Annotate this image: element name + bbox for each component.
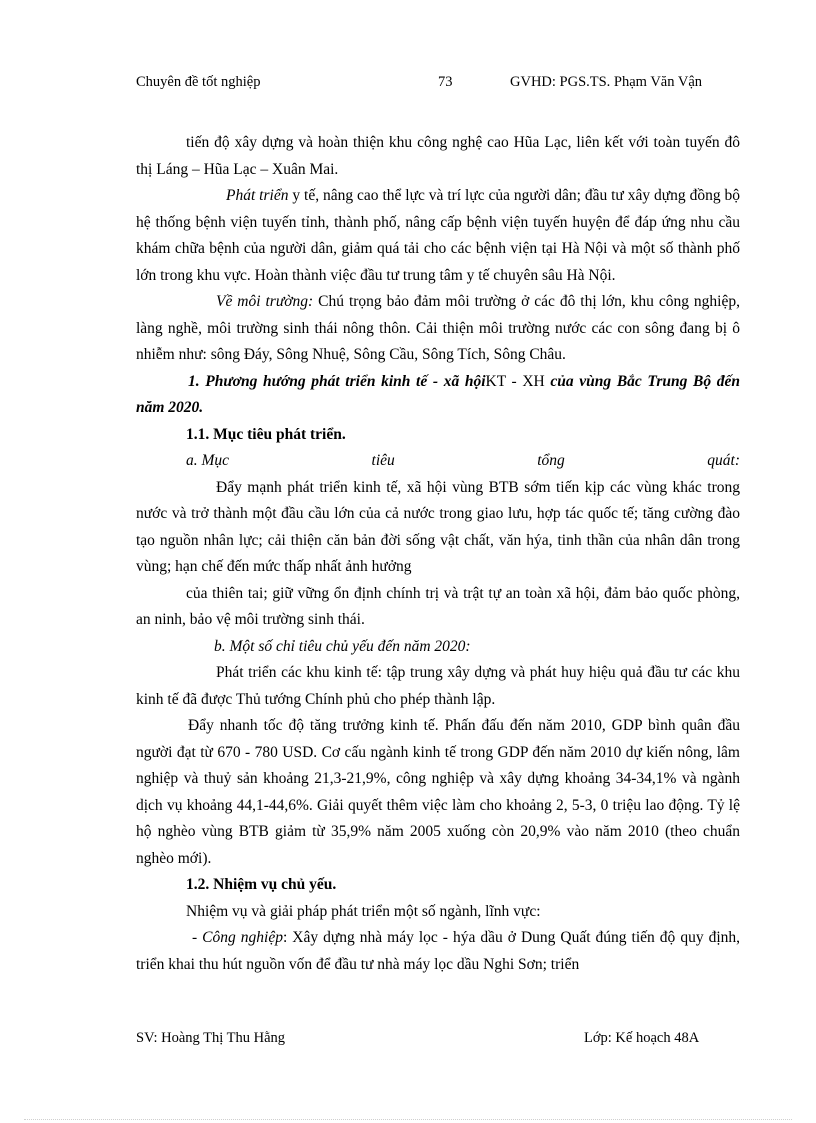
page-body xyxy=(136,130,740,978)
footer-class: Lớp: Kế hoạch 48A xyxy=(584,1030,700,1046)
header-supervisor: GVHD: PGS.TS. Phạm Văn Vận xyxy=(510,74,703,90)
paragraph: của thiên tai; giữ vững ổn định chính trị và trật tự an toàn xã hội, đảm bảo quốc phòng, an ninh, bảo vệ môi trường sinh thái. xyxy=(136,584,740,628)
paragraph-text: y tế, nâng cao thể lực và trí lực của người dân; đầu tư xây dựng đồng bộ hệ thống bệnh viện tuyến tỉnh, thành phố, nâng cấp bệnh viện tuyến huyện để đáp ứng nhu cầu khám chữa bệnh của người dân, giảm quá tải cho các bệnh viện tại Hà Nội và một số thành phố lớn trong khu vực. Hoàn thành việc đầu tư trung tâm y tế chuyên sâu Hà Nội. xyxy=(136,187,740,284)
paragraph: Đẩy mạnh phát triển kinh tế, xã hội vùng BTB sớm tiến kịp các vùng khác trong nước và trở thành một đầu cầu lớn của cả nước trong giao lưu, hợp tác quốc tế; tăng cường đào tạo nguồn nhân lực; cải thiện căn bản đời sống vật chất, văn hýa, tinh thần của nhân dân trong vùng; hạn chế đến mức thấp nhất ảnh hưởng xyxy=(136,478,740,575)
section-heading xyxy=(136,369,740,422)
paragraph xyxy=(136,183,740,289)
paragraph: tiến độ xây dựng và hoàn thiện khu công nghệ cao Hũa Lạc, liên kết với toàn tuyến đô thị Láng – Hũa Lạc – Xuân Mai. xyxy=(136,134,740,178)
section-heading-part: của vùng Bắc Trung Bộ đến năm 2020. xyxy=(136,372,740,416)
subheading-word: quát: xyxy=(707,452,740,469)
subheading-word: tổng xyxy=(537,452,565,469)
page-footer xyxy=(136,1030,736,1052)
paragraph-lead: Phát triển xyxy=(226,187,289,204)
subheading-b: b. Một số chỉ tiêu chủ yếu đến năm 2020: xyxy=(214,637,471,655)
paragraph xyxy=(136,289,740,369)
paragraph-lead: - Công nghiệp xyxy=(192,929,283,946)
paragraph-text: : Xây dựng nhà máy lọc - hýa dầu ở Dung Quất đúng tiến độ quy định, triển khai thu hút nguồn vốn để đầu tư nhà máy lọc dầu Nghi Sơn; triển xyxy=(136,929,741,973)
subheading-a xyxy=(136,448,740,475)
subsection-heading: 1.1. Mục tiêu phát triển. xyxy=(186,425,346,443)
paragraph: Đẩy nhanh tốc độ tăng trưởng kinh tế. Phấn đấu đến năm 2010, GDP bình quân đầu người đạt từ 670 - 780 USD. Cơ cấu ngành kinh tế trong GDP đến năm 2010 dự kiến nông, lâm nghiệp và thuỷ sản khoảng 21,3-21,9%, công nghiệp và xây dựng khoảng 34-34,1% và ngành dịch vụ khoảng 44,1-44,6%. Giải quyết thêm việc làm cho khoảng 2, 5-3, 0 triệu lao động. Tỷ lệ hộ nghèo vùng BTB giảm từ 35,9% năm 2005 xuống còn 20,9% vào năm 2010 (theo chuẩn nghèo mới). xyxy=(136,717,740,867)
paragraph-lead: Về môi trường: xyxy=(216,293,314,310)
header-title: Chuyên đề tốt nghiệp xyxy=(136,74,261,90)
paragraph: Phát triển các khu kinh tế: tập trung xây dựng và phát huy hiệu quả đầu tư các khu kinh tế đã được Thủ tướng Chính phủ cho phép thành lập. xyxy=(136,664,740,708)
section-heading-part: 1. Phương hướng phát triển kinh tế - xã hội xyxy=(188,372,486,390)
subheading-word: a. Mục xyxy=(186,452,230,469)
paragraph: Nhiệm vụ và giải pháp phát triển một số ngành, lĩnh vực: xyxy=(186,902,541,920)
subheading-word: tiêu xyxy=(371,452,395,469)
paragraph-text: Chú trọng bảo đảm môi trường ở các đô thị lớn, khu công nghiệp, làng nghề, môi trường sinh thái nông thôn. Cải thiện môi trường nước các con sông đang bị ô nhiễm như: sông Đáy, Sông Nhuệ, Sông Cầu, Sông Tích, Sông Châu. xyxy=(136,293,740,363)
footer-student: SV: Hoàng Thị Thu Hằng xyxy=(136,1030,286,1046)
page-number: 73 xyxy=(438,74,453,90)
section-heading-abbrev: KT - XH xyxy=(485,372,545,390)
subsection-heading: 1.2. Nhiệm vụ chủ yếu. xyxy=(186,876,337,893)
page-divider xyxy=(24,1119,792,1120)
page-header xyxy=(136,74,736,96)
paragraph xyxy=(136,925,740,978)
